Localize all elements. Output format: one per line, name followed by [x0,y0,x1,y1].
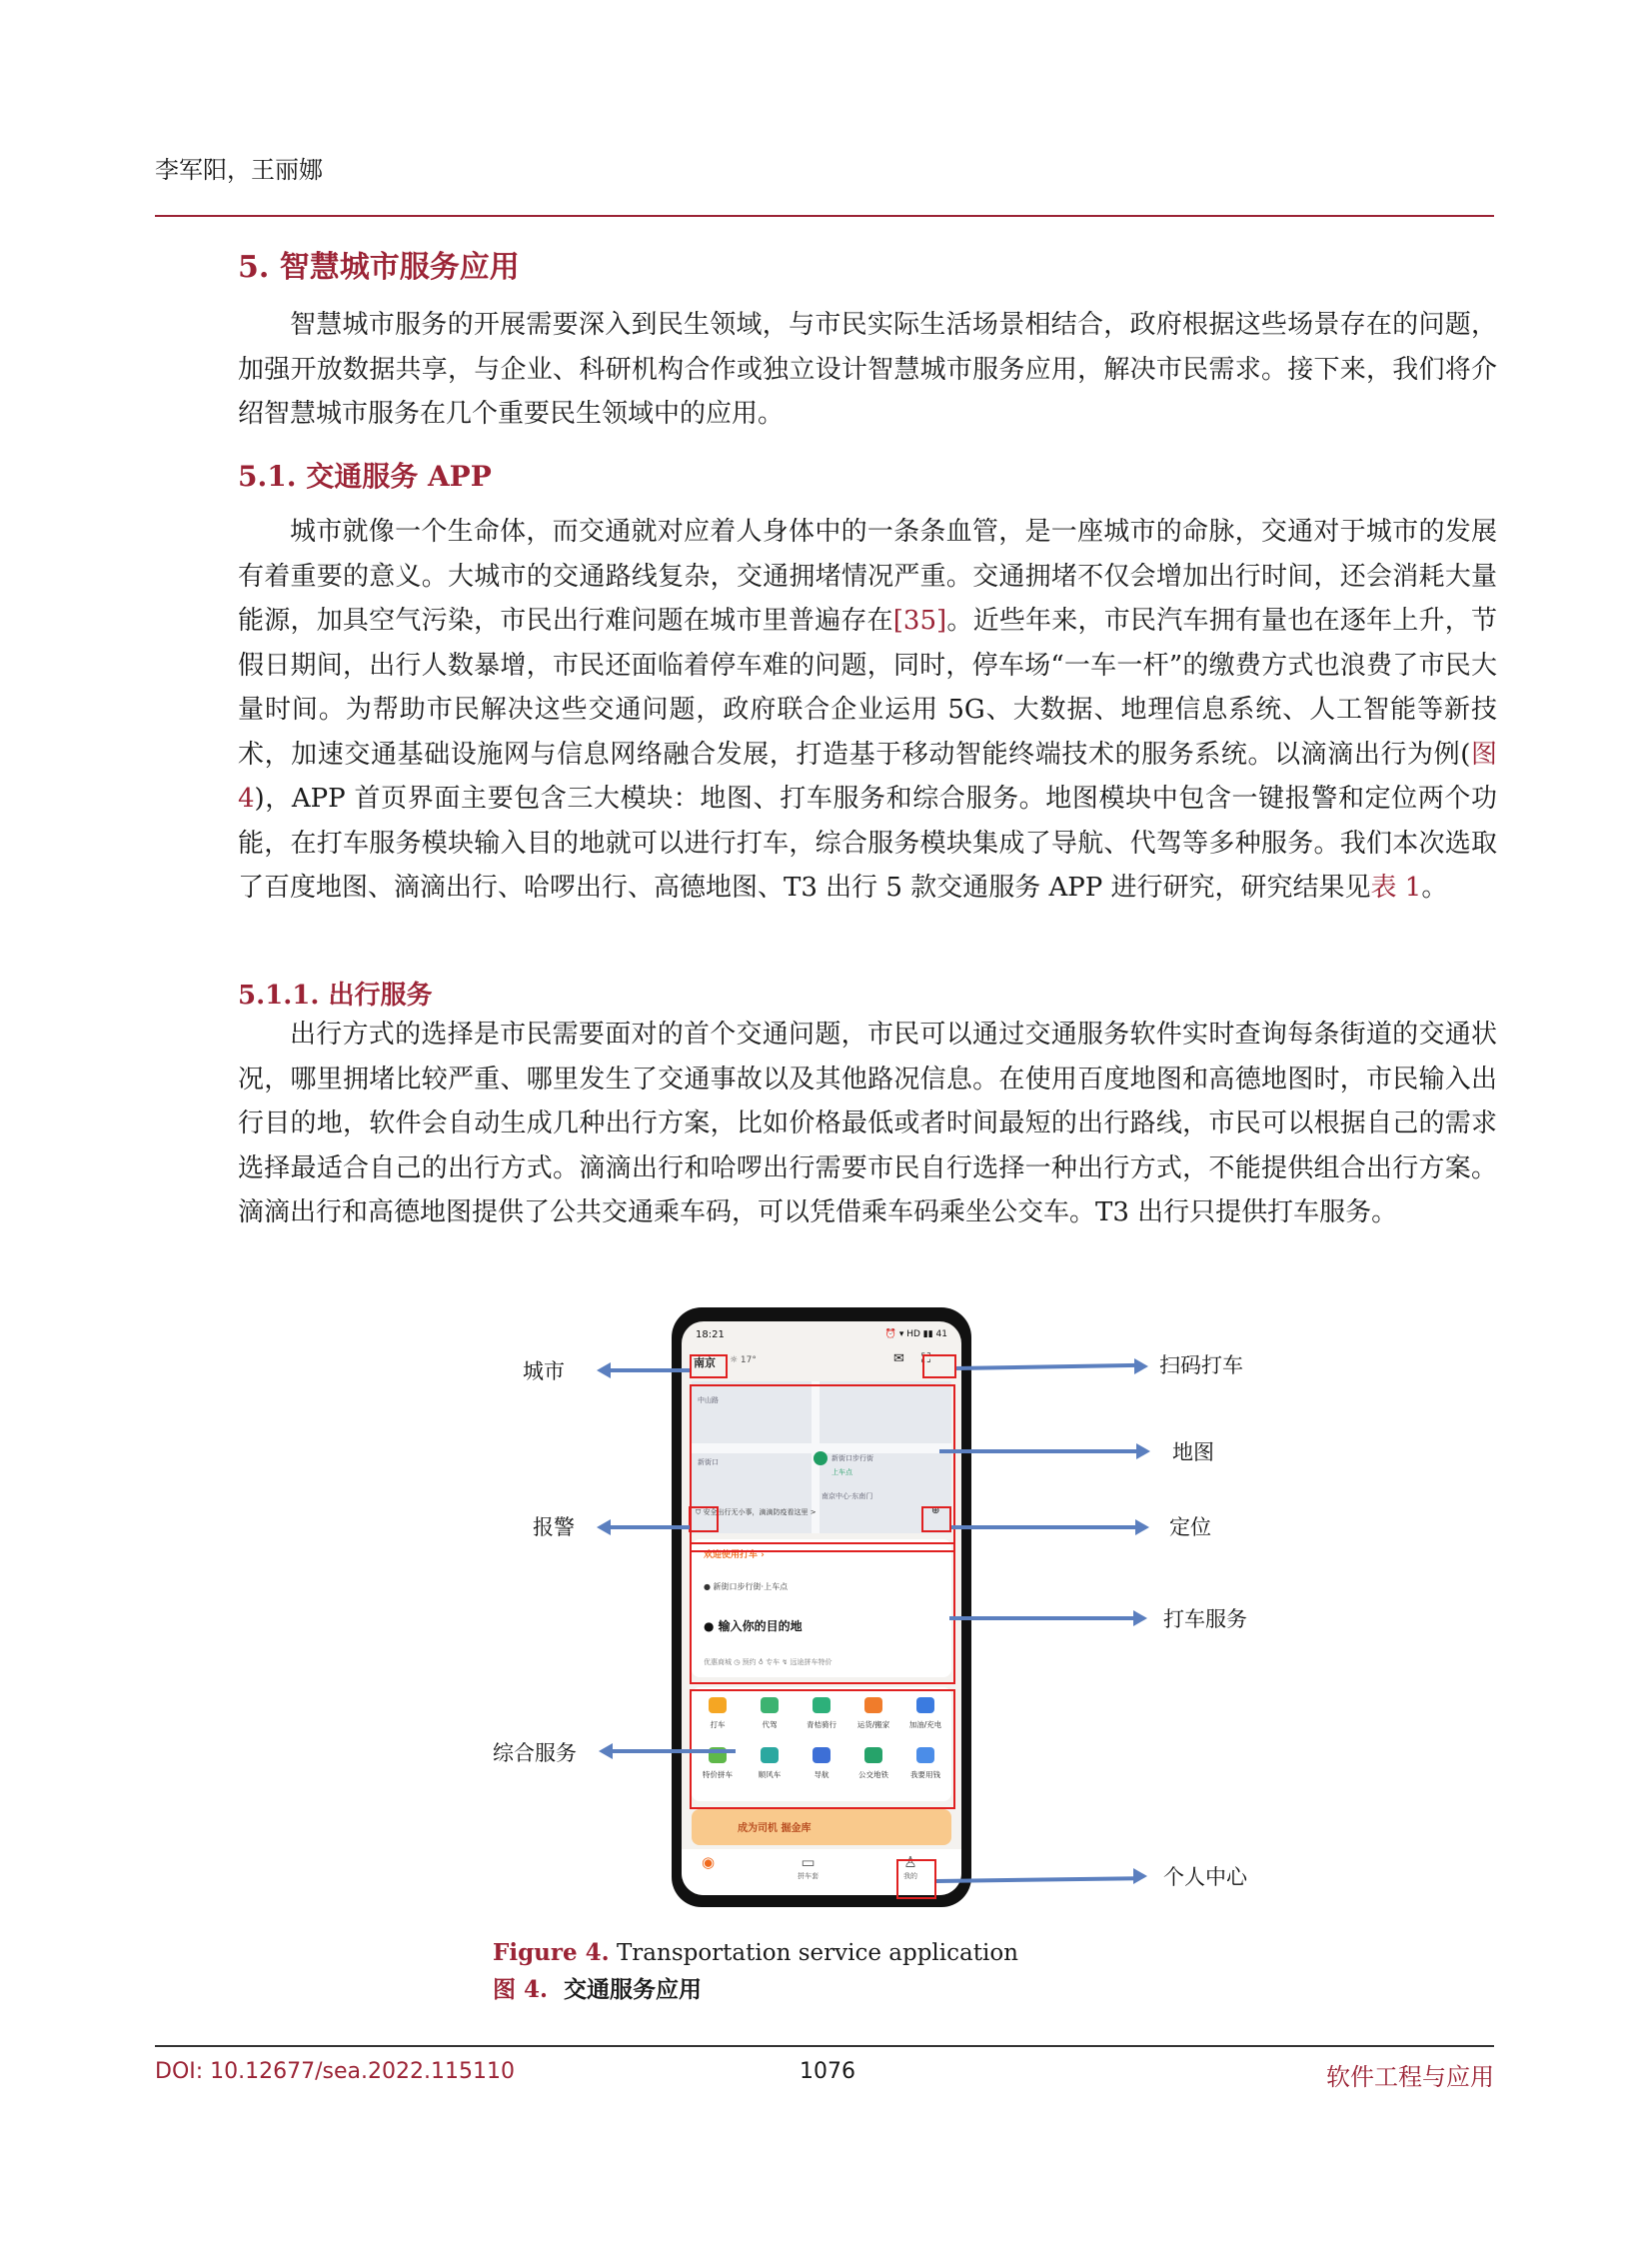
locate-icon: ⊕ [931,1505,940,1516]
map-label: 中山路 [698,1396,719,1404]
service-label: 青桔骑行 [807,1720,836,1729]
label-locate: 定位 [1169,1515,1211,1539]
arrowhead [597,1362,611,1378]
subsection-title: 5.1. 交通服务 APP [238,460,492,493]
journal-name: 软件工程与应用 [1326,2063,1494,2091]
caption-text: Transportation service application [609,1940,1018,1966]
pass-icon: ▭ [801,1853,816,1871]
highlight-profile [896,1859,936,1899]
footer-doi[interactable]: DOI: 10.12677/sea.2022.115110 [155,2059,515,2084]
user-icon: ♙ [903,1853,917,1871]
label-ride: 打车服务 [1163,1607,1247,1631]
status-time: 18:21 [696,1329,725,1340]
tab-pass [798,1853,819,1881]
text-run: 。 [1421,873,1448,903]
map-label: 新街口步行街 [831,1454,873,1462]
arrow-map [939,1449,1139,1453]
highlight-city [690,1354,728,1378]
arrow-alarm [610,1525,690,1529]
page-number: 1076 [800,2059,855,2084]
pickup-point: ● 新街口步行街·上车点 [704,1582,789,1591]
header-rule [155,215,1494,217]
caption-label: 图 4. [493,1976,549,2003]
arrowhead [597,1519,611,1535]
arrow-locate [951,1525,1137,1529]
paragraph-intro: 智慧城市服务的开展需要深入到民生领域，与市民实际生活场景相结合，政府根据这些场景存在的问题，加强开放数据共享，与企业、科研机构合作或独立设计智慧城市服务应用，解决市民需求。接下来，我们将介绍智慧城市服务在几个重要民生领域中的应用。 [238,310,1497,429]
caption-text: 交通服务应用 [564,1976,703,2003]
ride-options: 优惠商城 ◷ 预约 ♁ 专车 ↯ 远途拼车特价 [704,1658,832,1666]
citation-link[interactable]: [35] [892,606,947,636]
arrow-services [612,1749,736,1753]
home-icon: ◉ [702,1853,716,1871]
paragraph-transport [238,510,1497,911]
service-label: 打车 [710,1720,726,1729]
text-run: 城市就像一个生命体，而交通就对应着人身体中的一条条血管，是一座城市的命脉，交通对于城市的发展有着重要的意义。大城市的交通路线复杂，交通拥堵情况严重。交通拥堵不仅会增加出行时间，还会消耗大量能源，加具空气污染，市民出行难问题在城市里普遍存在 [238,517,1497,636]
caption-label: Figure 4. [493,1939,610,1966]
ride-title: 欢迎使用打车 › [704,1550,765,1560]
arrowhead [1136,1443,1150,1459]
service-label: 顺风车 [758,1770,782,1779]
label-alarm: 报警 [533,1515,575,1539]
section-title: 5. 智慧城市服务应用 [238,250,520,285]
scan-icon: ⛶ [921,1351,931,1366]
service-label: 公交地铁 [858,1770,888,1779]
service-label: 加油/充电 [908,1720,942,1729]
map-label: 南京中心·东南门 [822,1492,873,1500]
figure-ref-link[interactable]: 图 4 [238,739,1497,814]
arrowhead [1133,1868,1147,1884]
service-label: 运货/搬家 [856,1720,890,1729]
arrowhead [599,1743,613,1759]
map-label: 上车点 [831,1468,852,1476]
tab-label: 我的 [903,1872,917,1880]
footer-rule [155,2045,1494,2047]
text-run: 。近些年来，市民汽车拥有量也在逐年上升，节假日期间，出行人数暴增，市民还面临着停车难的问题，同时，停车场“一车一杆”的缴费方式也浪费了市民大量时间。为帮助市民解决这些交通问题，政府联合企业运用 5G、大数据、地理信息系统、人工智能等新技术，加速交通基础设施网与信息网络融合发展，打造基于移动智能终端技术的服务系统。以滴滴出行为例( [238,606,1497,770]
arrowhead [1134,1358,1148,1374]
subsubsection-title: 5.1.1. 出行服务 [238,981,433,1011]
highlight-ride [690,1542,955,1684]
message-icon: ✉ [893,1351,904,1366]
arrowhead [1133,1610,1147,1626]
table-ref-link[interactable]: 表 1 [1370,873,1422,903]
weather: ☼ 17° [730,1355,757,1365]
map-label: 新街口 [698,1458,719,1466]
arrow-city [610,1368,690,1372]
city-selector: 南京 [694,1356,716,1369]
service-label: 特价拼车 [703,1770,733,1779]
tab-home [702,1853,715,1871]
destination-input: ● 输入你的目的地 [704,1619,803,1633]
tab-label: 拼车套 [798,1872,819,1880]
label-profile: 个人中心 [1163,1865,1247,1889]
label-city: 城市 [523,1359,565,1383]
figure-caption-en [493,1939,1018,1966]
label-map: 地图 [1172,1440,1214,1464]
arrow-scan [956,1363,1136,1370]
label-services: 综合服务 [493,1741,577,1765]
service-label: 代驾 [762,1720,778,1729]
alarm-text: 安全出行无小事，滴滴防疫看这里 > [703,1508,817,1516]
arrow-ride [949,1616,1135,1620]
figure-caption-zh [493,1971,702,2004]
highlight-alarm [689,1506,719,1532]
status-icons: ⏰ ▾ HD ▮▮ 41 [884,1329,947,1339]
shield-icon: ⛉ [696,1508,704,1516]
text-run: )，APP 首页界面主要包含三大模块：地图、打车服务和综合服务。地图模块中包含一键报警和定位两个功能，在打车服务模块输入目的地就可以进行打车，综合服务模块集成了导航、代驾等多种服务。我们本次选取了百度地图、滴滴出行、哈啰出行、高德地图、T3 出行 5 款交通服务 APP 进行研究，研究结果见 [238,784,1497,903]
promo-banner: 成为司机 掘金库 [692,1809,951,1845]
arrowhead [1135,1519,1149,1535]
highlight-locate [921,1506,951,1532]
paragraph-travel: 出行方式的选择是市民需要面对的首个交通问题，市民可以通过交通服务软件实时查询每条街道的交通状况，哪里拥堵比较严重、哪里发生了交通事故以及其他路况信息。在使用百度地图和高德地图时，市民输入出行目的地，软件会自动生成几种出行方案，比如价格最低或者时间最短的出行路线，市民可以根据自己的需求选择最适合自己的出行方式。滴滴出行和哈啰出行需要市民自行选择一种出行方式，不能提供组合出行方案。滴滴出行和高德地图提供了公共交通乘车码，可以凭借乘车码乘坐公交车。T3 出行只提供打车服务。 [238,1020,1497,1227]
highlight-map [690,1384,955,1552]
highlight-scan [922,1354,956,1378]
service-label: 导航 [814,1770,829,1779]
service-label: 我要用钱 [910,1770,940,1779]
running-header-authors: 李军阳，王丽娜 [155,156,323,184]
label-scan: 扫码打车 [1159,1353,1243,1377]
